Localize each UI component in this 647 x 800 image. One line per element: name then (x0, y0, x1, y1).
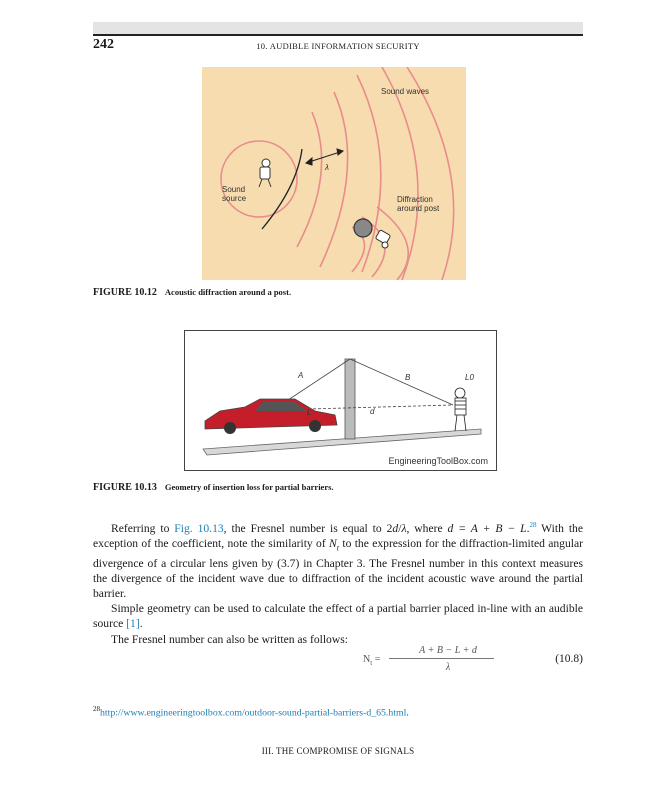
figure-credit: EngineeringToolBox.com (388, 456, 488, 466)
footnote-period: . (406, 707, 409, 719)
wavefront-5 (407, 67, 454, 280)
p1-var-N: N (329, 537, 337, 551)
p1-var-d: d (392, 521, 399, 535)
p1-text-f: , where (406, 521, 448, 535)
figure-10-12-number: FIGURE 10.12 (93, 287, 157, 298)
path-B (350, 359, 453, 405)
paragraph-2 (93, 601, 583, 631)
figure-10-13-number: FIGURE 10.13 (93, 482, 157, 493)
person-behind-post (375, 230, 390, 248)
footnote-url-link[interactable]: http://www.engineeringtoolbox.com/outdoor-sound-partial-barriers-d_65.html (100, 707, 407, 719)
label-L: L (307, 408, 312, 417)
equation-body (363, 645, 523, 673)
label-d: d (370, 407, 375, 416)
listener-figure (259, 159, 271, 187)
page-number: 242 (93, 37, 114, 52)
fraction-bar (389, 658, 494, 659)
footnote-ref-28[interactable]: 28 (529, 521, 537, 529)
equation-10-8 (93, 643, 583, 683)
source-wavefront-circle (221, 141, 297, 217)
p1-sub-t: t (336, 543, 340, 553)
referee-listener (455, 388, 466, 431)
equation-denominator: λ (445, 662, 451, 673)
wavefront-2 (320, 92, 348, 267)
red-car (205, 399, 337, 434)
p1-period: . (526, 521, 530, 535)
wavefront-3 (357, 75, 381, 272)
figure-10-12-caption (93, 287, 291, 298)
lambda-label: λ (325, 163, 329, 172)
p1-text-i: With the exception of the coefficient, note the similarity of (93, 521, 583, 551)
p2-text-a: Simple geometry can be used to calculate the effect of a partial barrier placed in-line with an audible source (93, 602, 583, 631)
header-band (93, 22, 583, 34)
footnote-28 (93, 705, 409, 718)
body-text (93, 518, 583, 647)
page-footer: III. THE COMPROMISE OF SIGNALS (261, 746, 415, 756)
p1-expression: d = A + B − L (447, 521, 527, 535)
figure-10-13-link[interactable]: Fig. 10.13 (174, 521, 224, 535)
p1-slash: / (398, 521, 402, 535)
p1-text-l: to the expression for the diffraction-limited angular divergence of a circular lens given by (3.7) in Chapter 3. The Fresnel number in this context measures the divergence of the incident wave due to diffraction of the incident acoustic wave around the partial barrier. (93, 537, 583, 600)
paragraph-1 (93, 518, 583, 601)
figure-10-13-text: Geometry of insertion loss for partial barriers. (164, 482, 334, 492)
figure-10-12-text: Acoustic diffraction around a post. (164, 287, 292, 297)
label-L0: L0 (465, 373, 474, 382)
equation-lhs (363, 654, 380, 667)
equation-equals: = (374, 654, 381, 665)
post (354, 219, 372, 237)
figure-10-13-caption (93, 482, 334, 493)
reference-1-link[interactable]: [1] (126, 617, 140, 631)
figure-acoustic-diffraction (202, 67, 466, 280)
equation-N: N (363, 654, 371, 665)
p2-period: . (139, 617, 143, 631)
paragraph-3: The Fresnel number can also be written as follows: (111, 632, 348, 646)
p1-text-b: , the Fresnel number is equal to 2 (223, 521, 393, 535)
wavefront-4 (382, 67, 418, 280)
barrier-wall (345, 359, 355, 439)
diffraction-wave-3 (377, 207, 408, 280)
wavefront-1 (297, 112, 322, 247)
p1-text-a: Referring to (111, 521, 175, 535)
figure-insertion-loss-geometry (184, 330, 497, 471)
sound-source-label: Sound source (222, 185, 247, 203)
running-head: 10. AUDIBLE INFORMATION SECURITY (256, 41, 420, 51)
equation-sub-t: t (370, 659, 373, 667)
equation-number: (10.8) (555, 653, 583, 665)
header-rule (93, 34, 583, 36)
diffraction-label: Diffraction around post (397, 195, 440, 213)
p1-lambda: λ (401, 521, 407, 535)
equation-numerator: A + B − L + d (419, 645, 477, 656)
diffraction-diagram (202, 67, 466, 280)
barrier-geometry-diagram (185, 331, 496, 470)
label-B: B (405, 373, 411, 382)
ground-plane (203, 429, 481, 455)
sound-waves-label: Sound waves (381, 87, 430, 96)
footnote-marker: 28 (93, 705, 100, 713)
label-A: A (298, 371, 304, 380)
